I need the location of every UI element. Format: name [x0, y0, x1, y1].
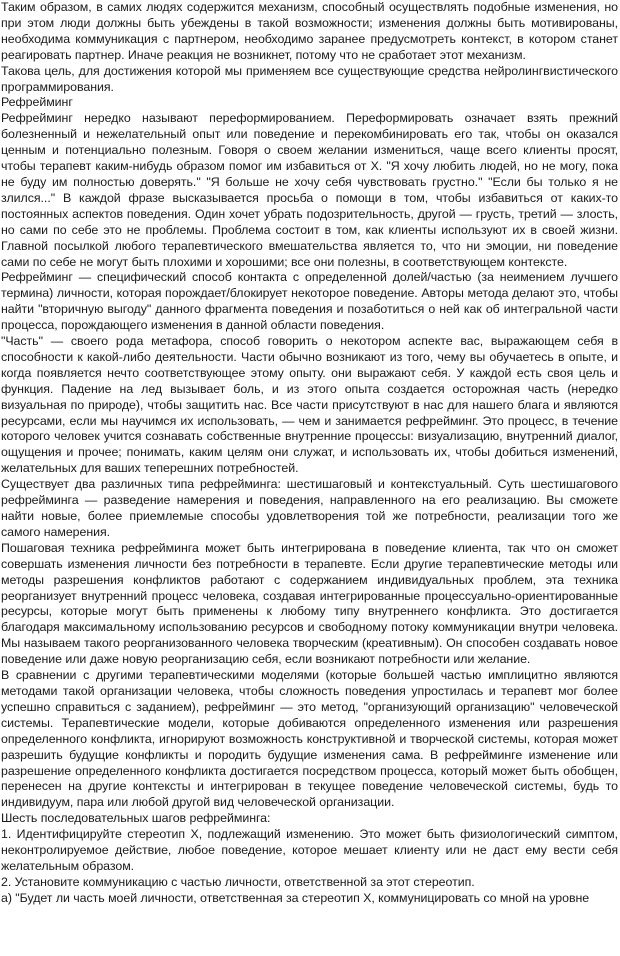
list-item-step-1: 1. Идентифицируйте стереотип Х, подлежащий изменению. Это может быть физиологический симптом, неконтролируемое действие, любое поведение, которое мешает клиенту или не даст ему вести себя желательным образом.: [1, 827, 618, 873]
list-item-step-2a: а) "Будет ли часть моей личности, ответственная за стереотип Х, коммуницировать со мной на уровне: [1, 890, 590, 905]
paragraph-reframing-types: Существует два различных типа рефрейминга: шестишаговый и контекстуальный. Суть шестишагового рефрейминга — разведение намерения и поведения, направленного на его реализацию. Вы сможете найти новые, более приемлемые способы удовлетворения той же потребности, реализации того же самого намерения.: [1, 477, 618, 539]
paragraph-reframing-definition: Рефрейминг нередко называют переформированием. Переформировать означает взять прежний болезненный и нежелательный опыт или поведение и перекомбинировать его так, чтобы он оказался ценным и потенциально полезным. Говоря о своем желании измениться, чаще всего клиенты просят, чтобы терапевт каким-нибудь образом помог им избавиться от Х. "Я хочу любить людей, но не могу, пока не буду им полностью доверять." "Я больше не хочу себя чувствовать грустно." "Если бы только я не злился..." В каждой фразе высказывается просьба о помощи в том, чтобы избавиться от каких-то постоянных аспектов поведения. Один хочет убрать подозрительность, другой — грусть, третий — злость, но сами по себе это не проблемы. Проблема состоит в том, как клиенты используют их в своей жизни. Главной посылкой любого терапевтического вмешательства является то, что ни эмоции, ни поведение сами по себе не могут быть плохими и хорошими; все они полезны, в соответствующем контексте.: [1, 111, 618, 269]
paragraph-stepwise-technique: Пошаговая техника рефрейминга может быть интегрирована в поведение клиента, так что он сможет совершать изменения личности без потребности в терапевте. Если другие терапевтические методы или методы разрешения конфликтов работают с содержанием индивидуальных проблем, эта техника реорганизует внутренний процесс человека, создавая интегрированные процессуально-ориентированные ресурсы, которые могут быть применены к любому типу внутреннего конфликта. Это достигается благодаря максимальному использованию ресурсов и свободному потоку коммуникации внутри человека. Мы называем такого реорганизованного человека творческим (креативным). Он способен создавать новое поведение или даже новую реорганизацию себя, если возникают потребности или желание.: [1, 540, 618, 667]
paragraph-part-metaphor: "Часть" — своего рода метафора, способ говорить о некотором аспекте вас, выражающем себя в способности к какой-либо деятельности. Части обычно возникают из того, чему вы обучаетесь в опыте, и когда появляется нечто соответствующее этому опыту. они выражают себя. У каждой есть своя цель и функция. Падение на лед вызывает боль, и из этого опыта создается осторожная часть (нередко визуальная по природе), чтобы защитить нас. Все части присутствуют в нас для нашего блага и являются ресурсами, если мы научимся их использовать, — чем и занимается рефрейминг. Это процесс, в течение которого человек учится сознавать собственные внутренние процессы: визуализацию, внутренний диалог, ощущения и прочее; понимать, каким целям они служат, и использовать их, чтобы добиться изменений, желательных для ваших теперешних потребностей.: [1, 334, 618, 476]
paragraph-reframing-contact: Рефрейминг — специфический способ контакта с определенной долей/частью (за неимением лучшего термина) личности, которая порождает/блокирует некоторое поведение. Авторы метода делают это, чтобы найти "вторичную выгоду" данного фрагмента поведения и позаботиться о ней как об интегральной части процесса, порождающего изменения в данной области поведения.: [1, 270, 618, 333]
paragraph-comparison-models: В сравнении с другими терапевтическими моделями (которые большей частью имплицитно являются методами такой организации человека, чтобы сложность поведения упростилась и терапевт мог более успешно справиться с заданием), рефрейминг — это метод, "организующий организацию" человеческой системы. Терапевтические модели, которые добиваются определенного изменения или разрешения определенного конфликта, игнорируют возможность конструктивной и творческой системы, которая может разрешить будущие конфликты и породить будущие изменения сама. В рефрейминге изменение или разрешение определенного конфликта достигается посредством процесса, который может быть обобщен, перенесен на другие контексты и интегрирован в текущее поведение человеческой системы, будь то индивидуум, пара или любой другой вид человеческой организации.: [1, 668, 618, 810]
section-heading-reframing: Рефрейминг: [1, 95, 73, 110]
list-item-step-2: 2. Установите коммуникацию с частью личности, ответственной за этот стереотип.: [1, 874, 475, 889]
paragraph-nlp-goal: Такова цель, для достижения которой мы применяем все существующие средства нейролингвистического программирования.: [1, 63, 618, 94]
list-heading-six-steps: Шесть последовательных шагов рефрейминга:: [1, 811, 271, 826]
paragraph-intro-mechanism: Таким образом, в самих людях содержится механизм, способный осуществлять подобные изменения, но при этом люди должны быть убеждены в такой возможности; изменения должны быть мотивированы, необходима коммуникация с партнером, необходимо заранее предусмотреть контекст, в котором станет реагировать партнер. Иначе реакция не возникнет, потому что не сработает этот механизм.: [1, 0, 618, 62]
